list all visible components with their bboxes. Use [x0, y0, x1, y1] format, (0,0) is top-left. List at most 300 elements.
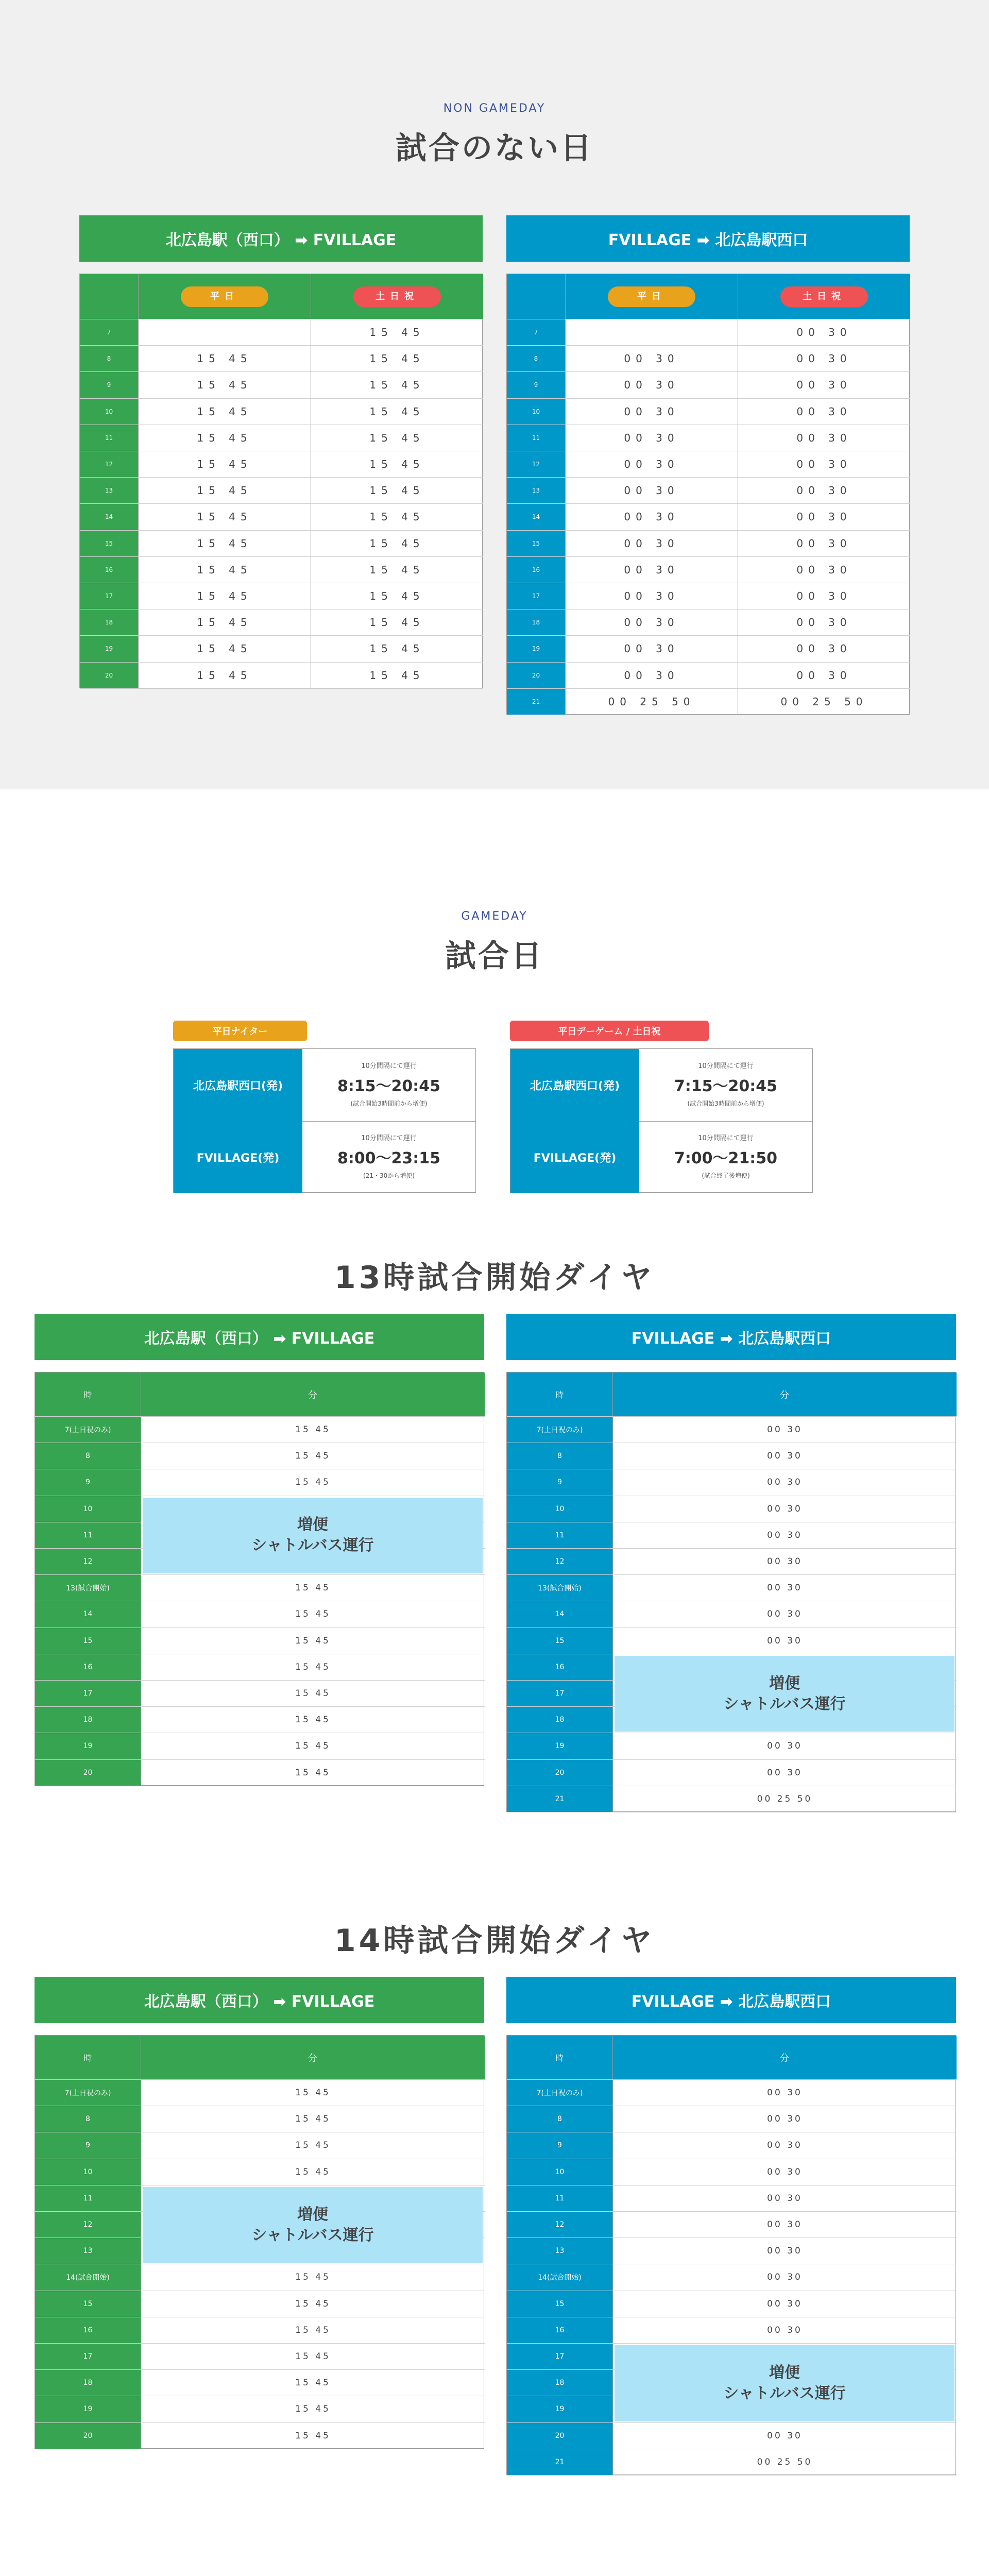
schedule-row	[35, 2106, 485, 2132]
nighter-from-station: 北広島駅西口(発)	[174, 1049, 302, 1121]
schedule-row	[507, 2106, 957, 2132]
schedule-row	[507, 2264, 957, 2291]
schedule-row	[35, 1601, 485, 1628]
weekday-minutes: 00 25 50	[565, 689, 738, 715]
minute-cell: 00 30	[612, 1628, 957, 1654]
nighter-from-station-note2: (試合開始3時間前から増便)	[350, 1100, 428, 1107]
hour-cell: 16	[507, 1654, 612, 1680]
weekday-minutes: 15 45	[138, 583, 311, 609]
minute-cell: 15 45	[141, 2080, 485, 2106]
nighter-from-fv: FVILLAGE(発)	[174, 1121, 302, 1193]
holiday-minutes: 00 30	[738, 346, 910, 371]
hour-cell: 9	[507, 1469, 612, 1495]
schedule-row	[507, 1549, 957, 1575]
holiday-minutes: 00 25 50	[738, 689, 910, 715]
day-from-fv-note: 10分間隔にて運行	[698, 1134, 754, 1142]
weekday-minutes: 00 30	[565, 504, 738, 530]
schedule-row	[507, 2080, 957, 2106]
schedule-table-header	[35, 1372, 485, 1417]
schedule-title: 14時試合開始ダイヤ	[334, 1923, 655, 1959]
minute-cell: 15 45	[141, 1443, 485, 1469]
minute-cell: 15 45	[141, 2132, 485, 2158]
minute-cell: 15 45	[141, 1681, 485, 1706]
minute-cell: 15 45	[141, 2264, 485, 2290]
ng-table-row	[80, 609, 483, 636]
hour-cell: 15	[35, 2291, 141, 2317]
day-from-station-note: 10分間隔にて運行	[698, 1062, 754, 1070]
schedule-table-header	[35, 2036, 485, 2080]
holiday-minutes: 15 45	[311, 504, 483, 530]
holiday-pill: 土日祝	[353, 286, 441, 307]
ng-table-row	[507, 425, 910, 451]
hour-cell: 13	[507, 478, 565, 503]
minute-cell: 00 30	[612, 1601, 957, 1627]
hour-cell: 8	[35, 2106, 141, 2132]
hour-cell: 21	[507, 2449, 612, 2475]
weekday-pill: 平日	[181, 286, 268, 307]
hour-column-header: 時	[507, 2036, 612, 2079]
hour-cell: 18	[35, 2370, 141, 2396]
weekday-minutes: 15 45	[138, 372, 311, 398]
hour-column-header: 時	[35, 2036, 141, 2079]
schedule-row	[35, 1417, 485, 1443]
hour-cell: 9	[35, 1469, 141, 1495]
nighter-from-fv-note2: (21・30から増便)	[363, 1172, 415, 1179]
minute-cell: 15 45	[141, 1654, 485, 1680]
minute-cell: 15 45	[141, 1733, 485, 1759]
ng-table-row	[507, 319, 910, 346]
ng-table-row	[80, 557, 483, 583]
hour-cell: 12	[507, 1549, 612, 1574]
hour-cell: 8	[507, 346, 565, 371]
schedule-row	[507, 1601, 957, 1628]
schedule-table-header	[507, 2036, 957, 2080]
day-from-fv-note2: (試合終了後増便)	[702, 1172, 750, 1179]
hour-cell: 10	[507, 2159, 612, 2185]
shuttle-bus-block: 増便 シャトルバス運行	[615, 1656, 954, 1732]
ng-header-col	[311, 274, 483, 319]
schedule-row	[35, 2132, 485, 2159]
schedule-right-header: FVILLAGE ➡ 北広島駅西口	[506, 1977, 956, 2023]
schedule-row	[35, 2370, 485, 2396]
schedule-row	[507, 2423, 957, 2449]
schedule-left-header: 北広島駅（西口） ➡ FVILLAGE	[35, 1314, 484, 1360]
minute-cell: 00 30	[612, 1443, 957, 1469]
hour-cell: 10	[35, 2159, 141, 2185]
hour-cell: 7(土日祝のみ)	[507, 2080, 612, 2106]
non-gameday-eyebrow: NON GAMEDAY	[443, 102, 546, 115]
holiday-minutes: 00 30	[738, 663, 910, 688]
ng-table-row	[80, 531, 483, 557]
shuttle-bus-block: 増便 シャトルバス運行	[615, 2345, 954, 2421]
schedule-row	[35, 1575, 485, 1601]
hour-cell: 12	[35, 1549, 141, 1574]
holiday-minutes: 00 30	[738, 504, 910, 530]
gameday-title: 試合日	[445, 938, 544, 974]
minute-cell: 00 30	[612, 2080, 957, 2106]
ng-table-row	[80, 399, 483, 425]
holiday-pill: 土日祝	[780, 286, 868, 307]
weekday-minutes: 00 30	[565, 557, 738, 583]
weekday-minutes: 15 45	[138, 346, 311, 371]
minute-cell: 15 45	[141, 2370, 485, 2396]
hour-cell: 7	[80, 319, 138, 345]
hour-cell: 20	[507, 1760, 612, 1786]
minute-cell: 00 25 50	[612, 2449, 957, 2475]
minute-cell: 00 25 50	[612, 1786, 957, 1812]
hour-cell: 17	[507, 583, 565, 609]
hour-cell: 7(土日祝のみ)	[35, 2080, 141, 2106]
ng-table-row	[80, 346, 483, 372]
hour-cell: 20	[507, 2423, 612, 2449]
hour-cell: 11	[35, 1522, 141, 1548]
hour-cell: 7(土日祝のみ)	[507, 1417, 612, 1443]
day-from-station-note2: (試合開始3時間前から増便)	[687, 1100, 764, 1107]
hour-cell: 17	[507, 2344, 612, 2369]
hour-cell: 18	[35, 1707, 141, 1733]
nighter-from-station-note: 10分間隔にて運行	[361, 1062, 417, 1070]
schedule-row	[507, 1417, 957, 1443]
hour-cell: 14	[80, 504, 138, 530]
hour-cell: 21	[507, 689, 565, 715]
ng-table-row	[507, 531, 910, 557]
schedule-row	[35, 2159, 485, 2185]
minute-cell: 00 30	[612, 2212, 957, 2238]
holiday-minutes: 00 30	[738, 609, 910, 635]
ng-table-row	[507, 478, 910, 504]
weekday-minutes: 00 30	[565, 663, 738, 688]
ng-header-hour-cell	[507, 274, 565, 319]
ng-header-col	[138, 274, 311, 319]
holiday-minutes: 00 30	[738, 319, 910, 345]
minute-column-header: 分	[612, 2036, 957, 2079]
schedule-right-table	[506, 1372, 956, 1812]
minute-cell: 15 45	[141, 2159, 485, 2185]
holiday-minutes: 15 45	[311, 372, 483, 398]
minute-cell: 15 45	[141, 2106, 485, 2132]
hour-cell: 12	[507, 451, 565, 477]
gameday-eyebrow: GAMEDAY	[461, 910, 528, 923]
schedule-right-header: FVILLAGE ➡ 北広島駅西口	[506, 1314, 956, 1360]
hour-column-header: 時	[507, 1372, 612, 1416]
minute-cell: 00 30	[612, 1496, 957, 1522]
minute-cell: 15 45	[141, 1417, 485, 1443]
minute-cell: 00 30	[612, 2423, 957, 2449]
hour-cell: 10	[80, 399, 138, 425]
weekday-minutes: 15 45	[138, 504, 311, 530]
schedule-row	[35, 1654, 485, 1681]
hour-cell: 13	[35, 2238, 141, 2264]
ng-left-table	[79, 274, 483, 688]
non-gameday-section	[0, 0, 989, 789]
ng-table-row	[507, 372, 910, 398]
hour-cell: 9	[80, 372, 138, 398]
weekday-minutes: 00 30	[565, 531, 738, 556]
hour-cell: 16	[80, 557, 138, 583]
ng-table-row	[507, 346, 910, 372]
hour-cell: 17	[507, 1681, 612, 1706]
holiday-minutes: 15 45	[311, 478, 483, 503]
ng-table-row	[80, 319, 483, 346]
hour-cell: 16	[35, 2317, 141, 2343]
holiday-minutes: 00 30	[738, 531, 910, 556]
holiday-minutes: 15 45	[311, 451, 483, 477]
holiday-minutes: 00 30	[738, 583, 910, 609]
weekday-minutes: 15 45	[138, 425, 311, 451]
minute-cell: 00 30	[612, 2106, 957, 2132]
day-from-fv: FVILLAGE(発)	[510, 1121, 639, 1193]
hour-cell: 19	[507, 1733, 612, 1759]
hour-cell: 11	[80, 425, 138, 451]
holiday-minutes: 15 45	[311, 425, 483, 451]
minute-column-header: 分	[141, 1372, 485, 1416]
minute-cell: 15 45	[141, 1469, 485, 1495]
ng-header-col	[565, 274, 738, 319]
weekday-minutes	[138, 319, 311, 345]
hour-cell: 12	[507, 2212, 612, 2238]
weekday-minutes: 15 45	[138, 531, 311, 556]
schedule-title: 13時試合開始ダイヤ	[334, 1260, 655, 1296]
hour-cell: 15	[35, 1628, 141, 1654]
hour-cell: 16	[507, 557, 565, 583]
hour-cell: 20	[35, 1760, 141, 1786]
holiday-minutes: 15 45	[311, 531, 483, 556]
weekday-minutes: 00 30	[565, 451, 738, 477]
ng-table-row	[507, 689, 910, 715]
schedule-row	[507, 1628, 957, 1654]
daygame-box	[510, 1048, 813, 1193]
hour-cell: 8	[507, 1443, 612, 1469]
ng-right-header: FVILLAGE ➡ 北広島駅西口	[506, 215, 910, 262]
schedule-row	[35, 1733, 485, 1759]
nighter-box	[173, 1048, 476, 1193]
minute-cell: 15 45	[141, 2396, 485, 2422]
ng-header-hour-cell	[80, 274, 138, 319]
schedule-right-table	[506, 2035, 956, 2475]
ng-header-col	[738, 274, 910, 319]
minute-cell: 00 30	[612, 1575, 957, 1601]
hour-cell: 11	[507, 2185, 612, 2211]
minute-cell: 15 45	[141, 2344, 485, 2369]
schedule-row	[35, 2264, 485, 2291]
weekday-minutes: 00 30	[565, 372, 738, 398]
weekday-minutes: 15 45	[138, 557, 311, 583]
hour-cell: 14(試合開始)	[507, 2264, 612, 2290]
schedule-row	[35, 1443, 485, 1469]
holiday-minutes: 00 30	[738, 451, 910, 477]
holiday-minutes: 15 45	[311, 583, 483, 609]
ng-table-row	[507, 504, 910, 530]
hour-cell: 20	[507, 663, 565, 688]
weekday-minutes: 15 45	[138, 399, 311, 425]
hour-cell: 16	[507, 2317, 612, 2343]
ng-left-header: 北広島駅（西口） ➡ FVILLAGE	[79, 215, 483, 262]
weekday-minutes: 00 30	[565, 636, 738, 662]
day-from-fv-time: 7:00〜21:50	[674, 1149, 778, 1167]
minute-cell: 00 30	[612, 1522, 957, 1548]
hour-column-header: 時	[35, 1372, 141, 1416]
ng-table-row	[80, 451, 483, 478]
hour-cell: 15	[507, 531, 565, 556]
schedule-left-table	[35, 1372, 484, 1786]
hour-cell: 11	[35, 2185, 141, 2211]
hour-cell: 11	[507, 425, 565, 451]
schedule-left-table	[35, 2035, 484, 2449]
hour-cell: 18	[507, 1707, 612, 1733]
shuttle-bus-block: 増便 シャトルバス運行	[143, 1498, 483, 1574]
schedule-row	[507, 1760, 957, 1786]
ng-table-row	[507, 557, 910, 583]
ng-table-row	[507, 451, 910, 478]
ng-table-row	[507, 609, 910, 636]
schedule-row	[35, 2317, 485, 2344]
weekday-minutes: 00 30	[565, 583, 738, 609]
hour-cell: 9	[507, 372, 565, 398]
ng-right-table	[506, 274, 910, 715]
minute-column-header: 分	[612, 1372, 957, 1416]
holiday-minutes: 15 45	[311, 663, 483, 688]
schedule-row	[507, 1786, 957, 1812]
minute-cell: 00 30	[612, 2159, 957, 2185]
hour-cell: 20	[80, 663, 138, 688]
hour-cell: 10	[507, 399, 565, 425]
schedule-row	[507, 1575, 957, 1601]
ng-table-row	[80, 636, 483, 662]
minute-column-header: 分	[141, 2036, 485, 2079]
minute-cell: 00 30	[612, 1760, 957, 1786]
hour-cell: 19	[507, 636, 565, 662]
minute-cell: 00 30	[612, 2317, 957, 2343]
minute-cell: 00 30	[612, 2264, 957, 2290]
hour-cell: 17	[80, 583, 138, 609]
daygame-label: 平日デーゲーム / 土日祝	[510, 1021, 709, 1041]
hour-cell: 16	[35, 1654, 141, 1680]
holiday-minutes: 00 30	[738, 478, 910, 503]
schedule-row	[35, 1469, 485, 1496]
holiday-minutes: 15 45	[311, 399, 483, 425]
hour-cell: 13	[507, 2238, 612, 2264]
hour-cell: 10	[35, 1496, 141, 1522]
minute-cell: 15 45	[141, 1760, 485, 1786]
schedule-row	[35, 2344, 485, 2370]
schedule-row	[507, 2159, 957, 2185]
day-from-station: 北広島駅西口(発)	[510, 1049, 639, 1121]
schedule-row	[507, 2132, 957, 2159]
minute-cell: 15 45	[141, 1575, 485, 1601]
holiday-minutes: 00 30	[738, 399, 910, 425]
nighter-from-fv-time: 8:00〜23:15	[337, 1149, 441, 1167]
hour-cell: 20	[35, 2423, 141, 2449]
hour-cell: 21	[507, 1786, 612, 1812]
hour-cell: 8	[507, 2106, 612, 2132]
holiday-minutes: 15 45	[311, 319, 483, 345]
ng-table-row	[80, 425, 483, 451]
hour-cell: 18	[507, 2370, 612, 2396]
hour-cell: 11	[507, 1522, 612, 1548]
minute-cell: 00 30	[612, 2238, 957, 2264]
minute-cell: 00 30	[612, 1733, 957, 1759]
ng-table-header	[507, 274, 910, 319]
weekday-minutes: 15 45	[138, 636, 311, 662]
minute-cell: 00 30	[612, 2132, 957, 2158]
holiday-minutes: 15 45	[311, 636, 483, 662]
hour-cell: 14	[35, 1601, 141, 1627]
hour-cell: 17	[35, 2344, 141, 2369]
schedule-row	[507, 2317, 957, 2344]
hour-cell: 13(試合開始)	[35, 1575, 141, 1601]
holiday-minutes: 00 30	[738, 372, 910, 398]
schedule-row	[507, 1443, 957, 1469]
hour-cell: 19	[507, 2396, 612, 2422]
ng-table-row	[507, 399, 910, 425]
holiday-minutes: 15 45	[311, 346, 483, 371]
shuttle-bus-block: 増便 シャトルバス運行	[143, 2187, 483, 2263]
ng-table-row	[80, 504, 483, 530]
hour-cell: 19	[35, 2396, 141, 2422]
hour-cell: 17	[35, 1681, 141, 1706]
weekday-minutes: 00 30	[565, 425, 738, 451]
schedule-row	[35, 2396, 485, 2422]
schedule-row	[507, 2185, 957, 2212]
schedule-row	[35, 1628, 485, 1654]
hour-cell: 13	[80, 478, 138, 503]
ng-table-row	[507, 636, 910, 662]
schedule-row	[507, 1522, 957, 1549]
hour-cell: 8	[80, 346, 138, 371]
ng-table-row	[80, 663, 483, 689]
schedule-table-header	[507, 1372, 957, 1417]
minute-cell: 15 45	[141, 1707, 485, 1733]
holiday-minutes: 00 30	[738, 557, 910, 583]
minute-cell: 00 30	[612, 2291, 957, 2317]
ng-table-row	[80, 583, 483, 609]
hour-cell: 19	[35, 1733, 141, 1759]
hour-cell: 10	[507, 1496, 612, 1522]
hour-cell: 15	[507, 1628, 612, 1654]
nighter-from-fv-note: 10分間隔にて運行	[361, 1134, 417, 1142]
hour-cell: 13(試合開始)	[507, 1575, 612, 1601]
minute-cell: 15 45	[141, 2423, 485, 2449]
schedule-row	[507, 2291, 957, 2317]
ng-table-header	[80, 274, 483, 319]
minute-cell: 15 45	[141, 1628, 485, 1654]
schedule-row	[35, 1681, 485, 1707]
holiday-minutes: 00 30	[738, 425, 910, 451]
weekday-minutes: 00 30	[565, 399, 738, 425]
weekday-minutes: 15 45	[138, 451, 311, 477]
weekday-pill: 平日	[608, 286, 695, 307]
ng-table-row	[507, 583, 910, 609]
schedule-left-header: 北広島駅（西口） ➡ FVILLAGE	[35, 1977, 484, 2023]
minute-cell: 15 45	[141, 2317, 485, 2343]
weekday-minutes: 00 30	[565, 609, 738, 635]
minute-cell: 00 30	[612, 1469, 957, 1495]
hour-cell: 12	[35, 2212, 141, 2238]
schedule-row	[35, 2423, 485, 2449]
nighter-from-station-time: 8:15〜20:45	[337, 1077, 441, 1095]
schedule-row	[507, 2449, 957, 2476]
holiday-minutes: 00 30	[738, 636, 910, 662]
nighter-label: 平日ナイター	[173, 1021, 307, 1041]
weekday-minutes: 00 30	[565, 346, 738, 371]
minute-cell: 00 30	[612, 1549, 957, 1574]
holiday-minutes: 15 45	[311, 609, 483, 635]
hour-cell: 15	[80, 531, 138, 556]
schedule-row	[35, 2291, 485, 2317]
weekday-minutes: 15 45	[138, 663, 311, 688]
weekday-minutes: 15 45	[138, 609, 311, 635]
hour-cell: 18	[507, 609, 565, 635]
